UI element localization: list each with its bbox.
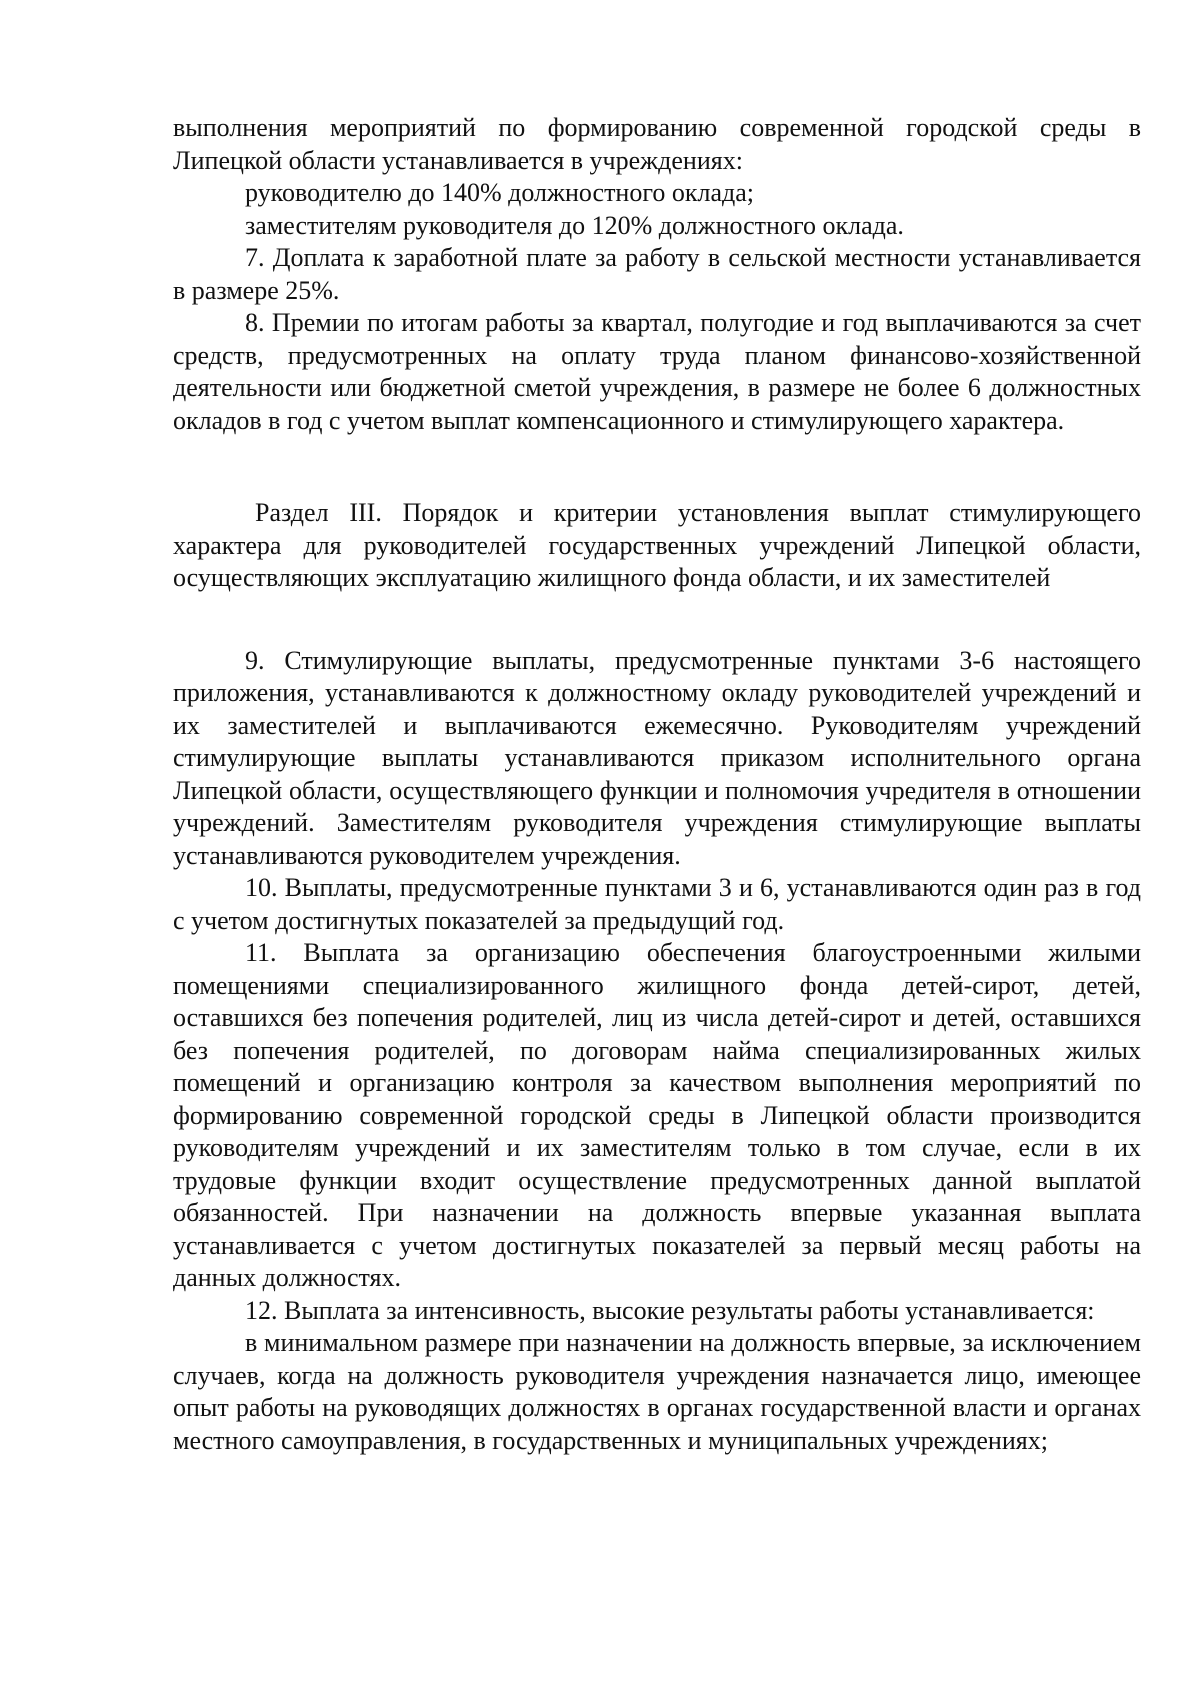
paragraph-continuation: выполнения мероприятий по формированию современной городской среды в Липецкой области устанавливается в учреждениях:: [173, 113, 1141, 175]
document-page: [173, 112, 1141, 1457]
paragraph-deputy-salary: заместителям руководителя до 120% должностного оклада.: [245, 210, 904, 240]
spacer: [173, 437, 1141, 497]
paragraph-item-7: 7. Доплата к заработной плате за работу в сельской местности устанавливается в размере 25%.: [173, 243, 1141, 305]
paragraph-item-12: 12. Выплата за интенсивность, высокие результаты работы устанавливается:: [245, 1295, 1095, 1325]
paragraph-item-8: 8. Премии по итогам работы за квартал, полугодие и год выплачиваются за счет средств, предусмотренных на оплату труда планом финансово-хозяйственной деятельности или бюджетной сметой учреждения, в размере не более 6 должностных окладов в год с учетом выплат компенсационного и стимулирующего характера.: [173, 308, 1141, 435]
spacer: [173, 595, 1141, 645]
section-heading: Раздел III. Порядок и критерии установления выплат стимулирующего характера для руководителей государственных учреждений Липецкой области, осуществляющих эксплуатацию жилищного фонда области, и их заместителей: [173, 498, 1141, 592]
paragraph-item-11: 11. Выплата за организацию обеспечения благоустроенными жилыми помещениями специализированного жилищного фонда детей-сирот, детей, оставшихся без попечения родителей, лиц из числа детей-сирот и детей, оставшихся без попечения родителей, по договорам найма специализированных жилых помещений и организацию контроля за качеством выполнения мероприятий по формированию современной городской среды в Липецкой области производится руководителям учреждений и их заместителям только в том случае, если в их трудовые функции входит осуществление предусмотренных данной выплатой обязанностей. При назначении на должность впервые указанная выплата устанавливается с учетом достигнутых показателей за первый месяц работы на данных должностях.: [173, 938, 1141, 1292]
paragraph-item-10: 10. Выплаты, предусмотренные пунктами 3 и 6, устанавливаются один раз в год с учетом достигнутых показателей за предыдущий год.: [173, 873, 1141, 935]
paragraph-head-salary: руководителю до 140% должностного оклада;: [245, 178, 755, 207]
paragraph-item-9: 9. Стимулирующие выплаты, предусмотренные пунктами 3-6 настоящего приложения, устанавливаются к должностному окладу руководителей учреждений и их заместителей и выплачиваются ежемесячно. Руководителям учреждений стимулирующие выплаты устанавливаются приказом исполнительного органа Липецкой области, осуществляющего функции и полномочия учредителя в отношении учреждений. Заместителям руководителя учреждения стимулирующие выплаты устанавливаются руководителем учреждения.: [173, 645, 1141, 870]
paragraph-item-12-minimum: в минимальном размере при назначении на должность впервые, за исключением случаев, когда на должность руководителя учреждения назначается лицо, имеющее опыт работы на руководящих должностях в органах государственной власти и органах местного самоуправления, в государственных и муниципальных учреждениях;: [173, 1328, 1141, 1455]
